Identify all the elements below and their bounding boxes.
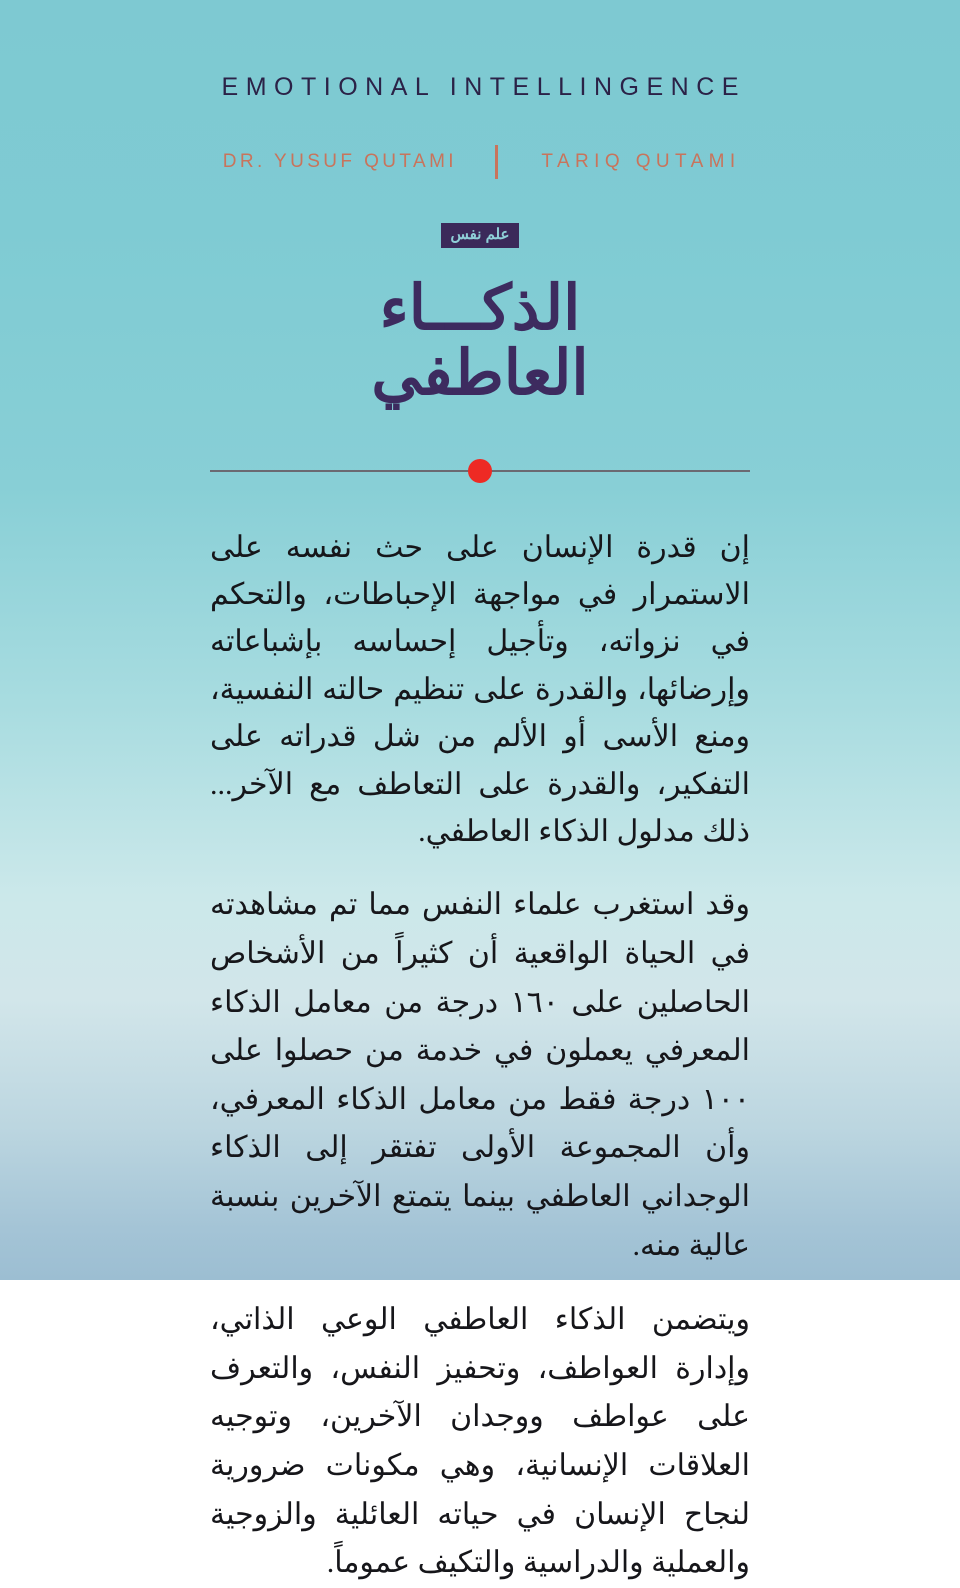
page-title-line-1: الذكـــاء [379, 273, 581, 343]
badge-row [0, 223, 960, 248]
category-badge: علم نفس [441, 223, 520, 248]
page-title-line-2: العاطفي [371, 338, 589, 408]
byline [0, 145, 960, 179]
series-title: EMOTIONAL INTELLINGENCE [221, 73, 746, 101]
author-name-primary: DR. YUSUF QUTAMI [222, 151, 457, 172]
header [0, 0, 960, 179]
page-title [0, 273, 960, 408]
divider [210, 458, 750, 484]
body-copy [210, 524, 750, 1588]
body-paragraph: إن قدرة الإنسان على حث نفسه على الاستمرار في مواجهة الإحباطات، والتحكم في نزواته، وتأجيل إحساسه بإشباعاته وإرضائها، والقدرة على تنظيم حالته النفسية، ومنع الأسى أو الألم من شل قدراته على التفكير، والقدرة على التعاطف مع الآخر... ذلك مدلول الذكاء العاطفي. [210, 530, 750, 849]
author-name-secondary: TARIQ QUTAMI [541, 151, 741, 172]
divider-dot-icon [468, 459, 492, 483]
body-paragraph: وقد استغرب علماء النفس مما تم مشاهدته في الحياة الواقعية أن كثيراً من الأشخاص الحاصلين على ١٦٠ درجة من معامل الذكاء المعرفي يعملون في خدمة من حصلوا على ١٠٠ درجة فقط من معامل الذكاء المعرفي، وأن المجموعة الأولى تفتقر إلى الذكاء الوجداني العاطفي بينما يتمتع الآخرين بنسبة عالية منه. [210, 888, 750, 1262]
body-paragraph: ويتضمن الذكاء العاطفي الوعي الذاتي، وإدارة العواطف، وتحفيز النفس، والتعرف على عواطف ووجدان الآخرين، وتوجيه العلاقات الإنسانية، وهي مكونات ضرورية لنجاح الإنسان في حياته العائلية والزوجية والعملية والدراسية والتكيف عموماً. [210, 1303, 750, 1580]
byline-separator [495, 145, 498, 179]
